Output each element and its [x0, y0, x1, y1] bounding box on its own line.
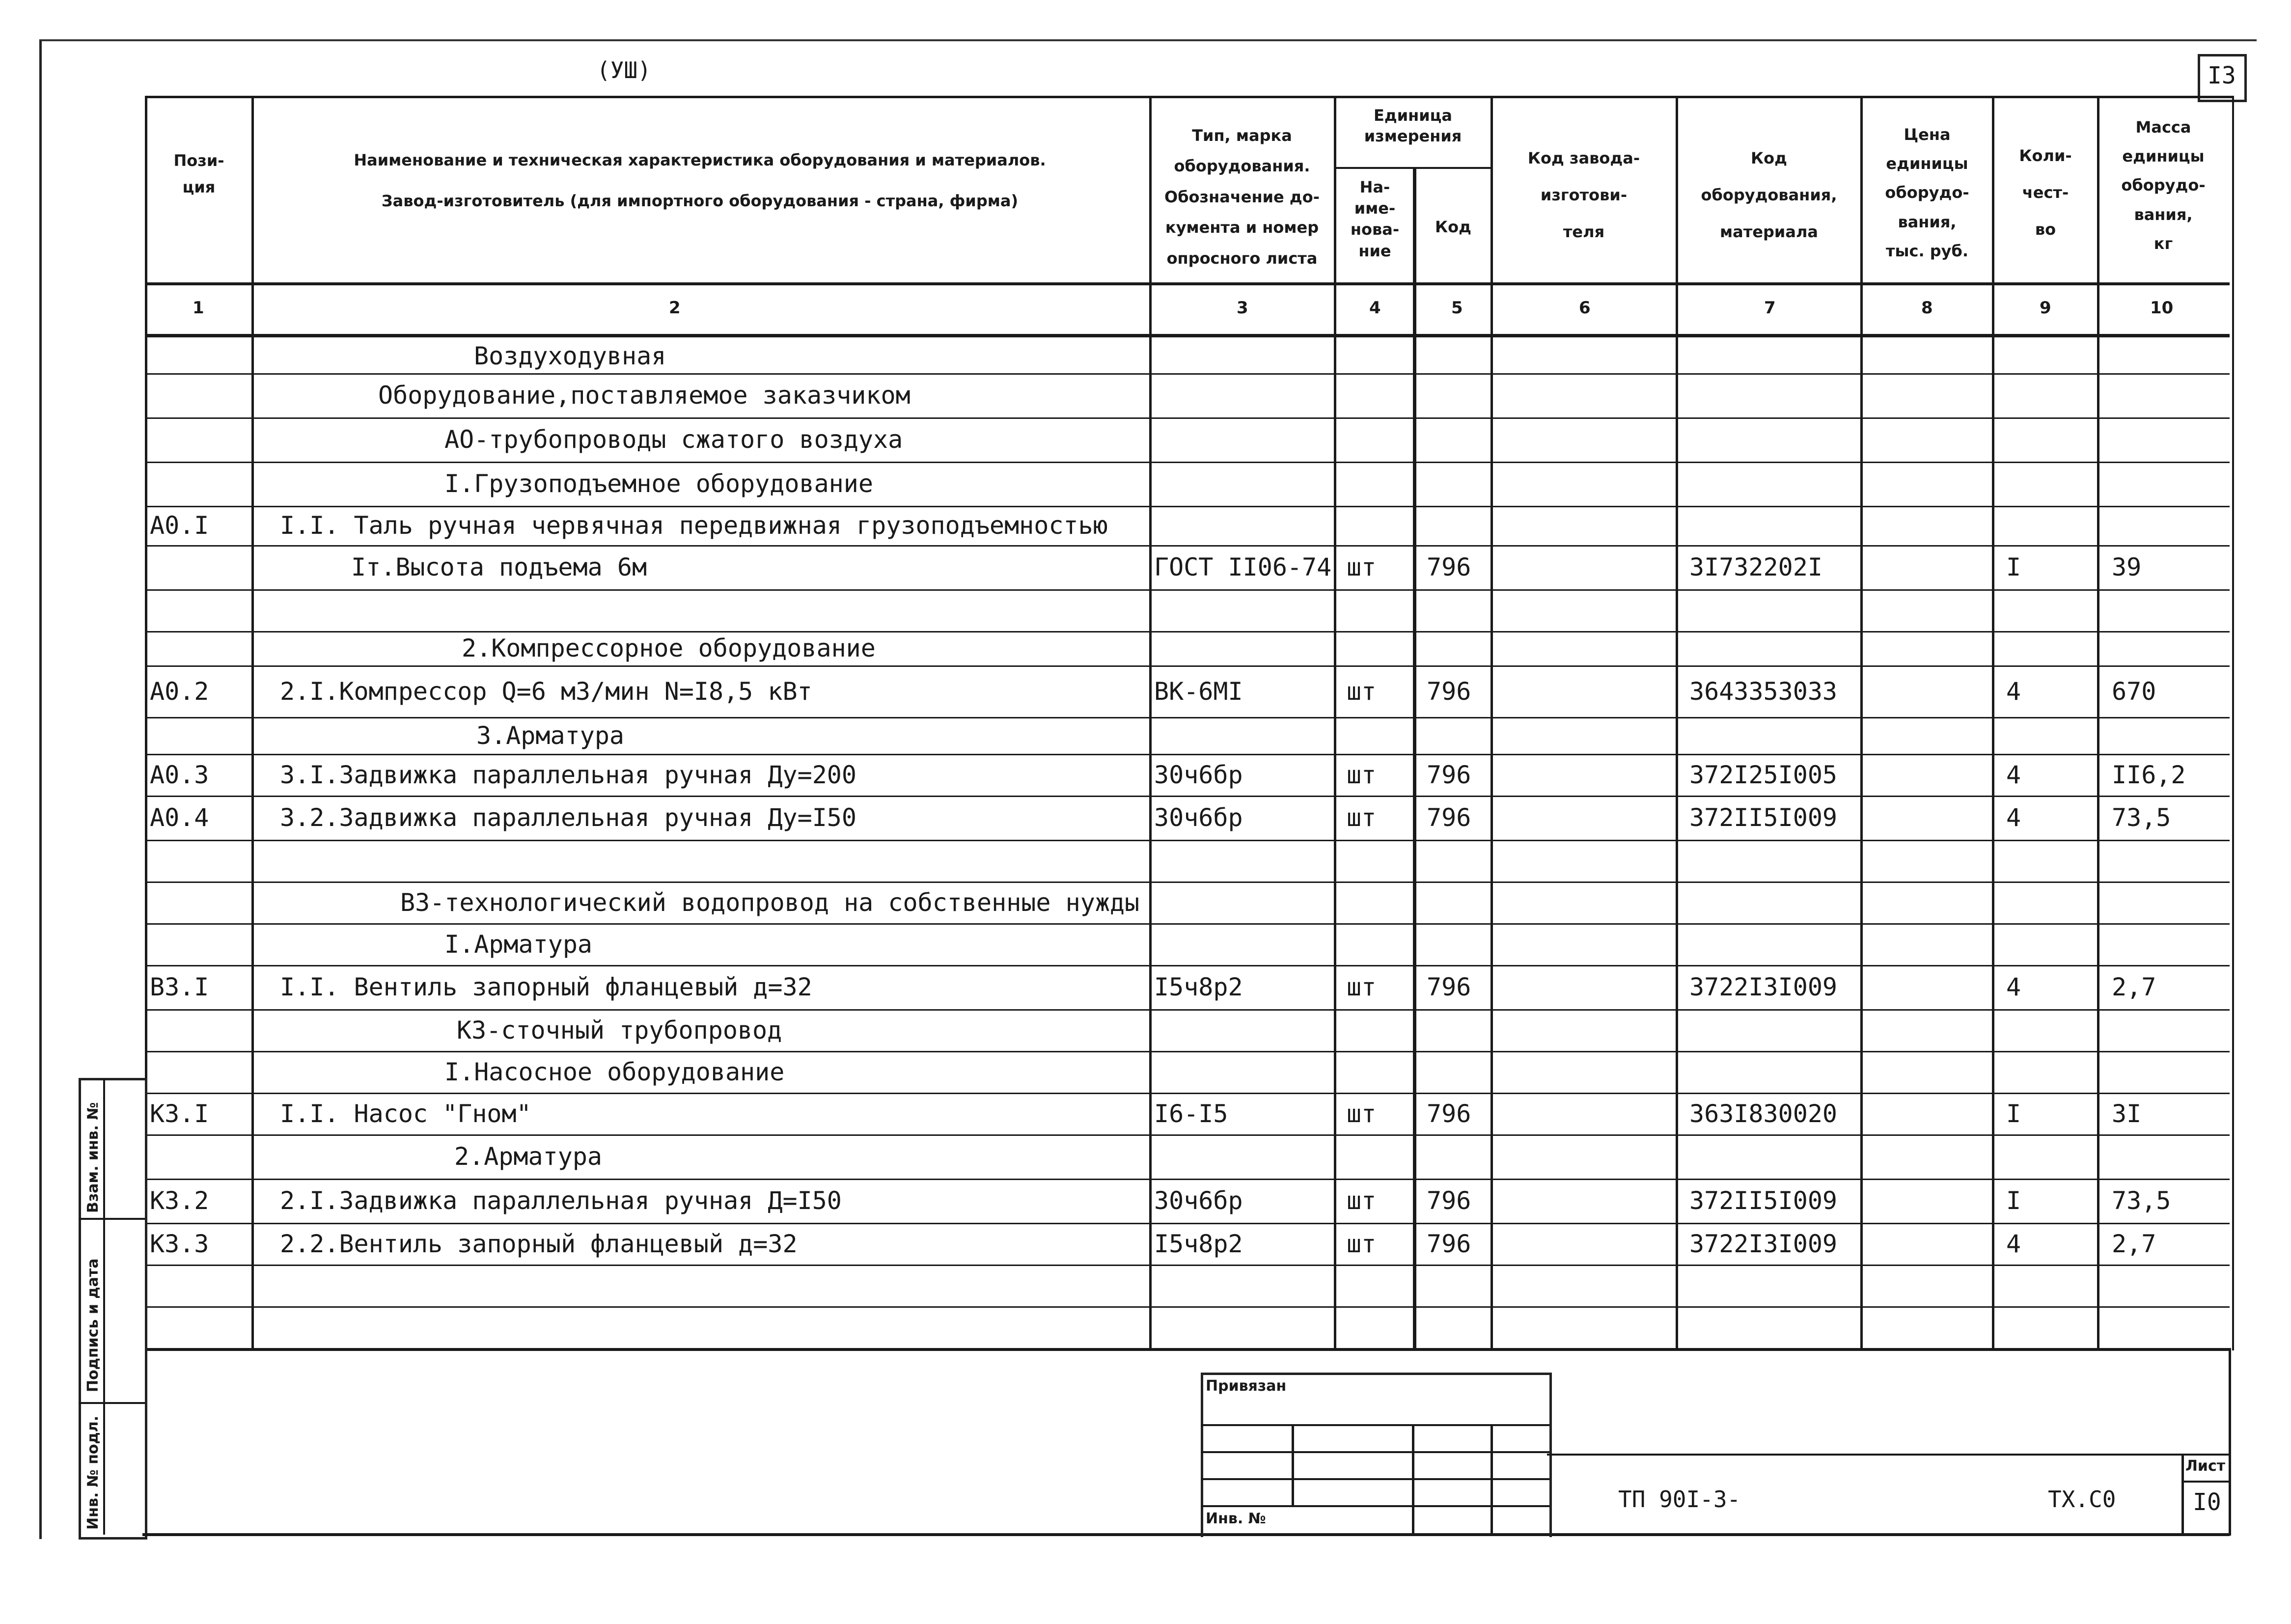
row-equipment-code: 3I732202I: [1689, 553, 1822, 581]
row-unit-code: 796: [1427, 803, 1471, 832]
frame-bottom-line: [142, 1533, 2230, 1536]
row-unit-code: 796: [1427, 677, 1471, 706]
row-divider: [145, 631, 2230, 633]
header-bottom-line: [145, 282, 2230, 285]
row-quantity: 4: [2006, 760, 2021, 789]
row-divider: [145, 881, 2230, 883]
stamp-line: [1201, 1505, 1549, 1507]
row-divider: [145, 1265, 2230, 1266]
numbers-bottom-line: [145, 334, 2230, 337]
row-type: ГОСТ II06-74: [1154, 553, 1332, 581]
row-type: I5ч8р2: [1154, 973, 1243, 1001]
row-divider: [145, 965, 2230, 966]
col-number: 3: [1237, 298, 1248, 318]
row-name: 2.I.Задвижка параллельная ручная Д=I50: [280, 1186, 842, 1215]
row-divider: [145, 545, 2230, 547]
stamp-inv-label: Инв. №: [1206, 1510, 1266, 1527]
row-divider: [145, 1134, 2230, 1136]
row-name: Воздуходувная: [474, 342, 666, 370]
row-quantity: 4: [2006, 803, 2021, 832]
col-divider: [1413, 167, 1416, 1350]
row-unit-code: 796: [1427, 973, 1471, 1001]
row-divider: [145, 754, 2230, 755]
row-name: I.I. Насос "Гном": [280, 1099, 531, 1128]
row-divider: [145, 1009, 2230, 1011]
row-name: I.Грузоподъемное оборудование: [444, 469, 873, 498]
row-mass: II6,2: [2112, 760, 2186, 789]
row-name: I.I. Вентиль запорный фланцевый д=32: [280, 973, 812, 1001]
col-number: 1: [193, 298, 204, 318]
header-plant-code: Код завода- изготови- теля: [1527, 149, 1640, 242]
side-divider: [79, 1218, 145, 1220]
row-equipment-code: 3722I3I009: [1689, 973, 1838, 1001]
header-price: Цена единицы оборудо- вания, тыс. руб.: [1885, 125, 1969, 260]
side-label-original-inv: Инв. № подл.: [84, 1415, 102, 1530]
side-label-signature: Подпись и дата: [84, 1258, 102, 1392]
doc-mark: ТХ.С0: [2048, 1486, 2116, 1513]
sheet-label: Лист: [2185, 1458, 2226, 1475]
row-divider: [145, 1179, 2230, 1180]
row-unit-code: 796: [1427, 553, 1471, 581]
row-position: К3.I: [150, 1099, 209, 1128]
row-equipment-code: 3722I3I009: [1689, 1229, 1838, 1258]
row-unit-code: 796: [1427, 760, 1471, 789]
row-divider: [145, 717, 2230, 718]
row-divider: [145, 1223, 2230, 1224]
side-divider: [103, 1078, 105, 1535]
row-type: I5ч8р2: [1154, 1229, 1243, 1258]
row-name: 3.I.Задвижка параллельная ручная Ду=200: [280, 760, 856, 789]
row-name: В3-технологический водопровод на собственные нужды: [400, 888, 1140, 917]
row-type: ВК-6МI: [1154, 677, 1243, 706]
row-name: 3.Арматура: [476, 721, 625, 750]
row-position: А0.4: [150, 803, 209, 832]
row-divider: [145, 506, 2230, 507]
row-name: 3.2.Задвижка параллельная ручная Ду=I50: [280, 803, 856, 832]
row-equipment-code: 3643353033: [1689, 677, 1838, 706]
row-unit-code: 796: [1427, 1099, 1471, 1128]
stamp-line: [1201, 1451, 1549, 1453]
row-divider: [145, 923, 2230, 925]
row-divider: [145, 1051, 2230, 1052]
sheet-box-divider: [2181, 1481, 2230, 1483]
row-type: 30ч6бр: [1154, 1186, 1243, 1215]
row-name: I.I. Таль ручная червячная передвижная грузоподъемностью: [280, 511, 1108, 540]
row-position: А0.2: [150, 677, 209, 706]
row-name: I.Арматура: [444, 930, 593, 959]
row-equipment-code: 372II5I009: [1689, 803, 1838, 832]
row-unit-code: 796: [1427, 1186, 1471, 1215]
row-position: В3.I: [150, 973, 209, 1001]
page-number: I3: [2208, 62, 2236, 89]
row-quantity: I: [2006, 1099, 2021, 1128]
row-divider: [145, 796, 2230, 797]
header-type: Тип, марка оборудования. Обозначение до- кумента и номер опросного листа: [1164, 126, 1320, 268]
sheet-box-divider: [2181, 1454, 2184, 1535]
col-number: 5: [1451, 298, 1463, 318]
frame-right-line: [2229, 1348, 2231, 1536]
row-position: А0.I: [150, 511, 209, 540]
col-number: 4: [1369, 298, 1381, 318]
row-name: 2.I.Компрессор Q=6 м3/мин N=I8,5 кВт: [280, 677, 812, 706]
col-number: 8: [1921, 298, 1933, 318]
row-unit-code: 796: [1427, 1229, 1471, 1258]
table-bottom-line: [145, 1348, 2230, 1351]
header-quantity: Коли- чест- во: [2019, 146, 2072, 239]
row-mass: 39: [2112, 553, 2142, 581]
row-mass: 73,5: [2112, 803, 2171, 832]
row-unit: шт: [1347, 760, 1377, 789]
stamp-line: [1491, 1424, 1493, 1535]
header-unit: Единица измерения: [1364, 106, 1462, 145]
header-position: Пози- ция: [173, 151, 224, 197]
row-mass: 670: [2112, 677, 2156, 706]
col-number: 2: [669, 298, 681, 318]
row-divider: [145, 1093, 2230, 1094]
stamp-line: [1201, 1424, 1549, 1426]
row-quantity: 4: [2006, 677, 2021, 706]
row-type: 30ч6бр: [1154, 760, 1243, 789]
row-unit: шт: [1347, 803, 1377, 832]
row-name: 2.Компрессорное оборудование: [462, 634, 876, 662]
row-mass: 73,5: [2112, 1186, 2171, 1215]
col-number: 9: [2040, 298, 2051, 318]
row-position: К3.2: [150, 1186, 209, 1215]
title-block-top: [1547, 1454, 2230, 1456]
side-label-replacement: Взам. инв. №: [84, 1102, 102, 1213]
col-number: 10: [2150, 298, 2174, 318]
row-quantity: I: [2006, 1186, 2021, 1215]
header-equipment-code: Код оборудования, материала: [1701, 149, 1837, 242]
row-divider: [145, 417, 2230, 419]
row-name: К3-сточный трубопровод: [457, 1016, 782, 1045]
row-unit: шт: [1347, 1186, 1377, 1215]
row-quantity: I: [2006, 553, 2021, 581]
row-divider: [145, 462, 2230, 463]
row-name: АО-трубопроводы сжатого воздуха: [444, 425, 903, 454]
header-name: Наименование и техническая характеристика оборудования и материалов. Завод-изготовитель (для импортного оборудования - страна, фирма): [354, 151, 1046, 211]
col-number: 7: [1764, 298, 1776, 318]
header-subdivider: [1334, 167, 1491, 169]
side-divider: [79, 1402, 145, 1404]
stamp-bound-label: Привязан: [1206, 1377, 1287, 1395]
row-divider: [145, 373, 2230, 375]
row-position: К3.3: [150, 1229, 209, 1258]
row-quantity: 4: [2006, 1229, 2021, 1258]
section-mark: (УШ): [597, 57, 651, 83]
row-divider: [145, 665, 2230, 667]
row-mass: 3I: [2112, 1099, 2142, 1128]
row-name: I.Насосное оборудование: [444, 1057, 785, 1086]
row-unit: шт: [1347, 1229, 1377, 1258]
row-divider: [145, 589, 2230, 591]
row-unit: шт: [1347, 553, 1377, 581]
row-mass: 2,7: [2112, 973, 2156, 1001]
row-quantity: 4: [2006, 973, 2021, 1001]
row-name: 2.Арматура: [454, 1142, 603, 1171]
header-unit-code: Код: [1435, 218, 1471, 236]
stamp-line: [1412, 1424, 1414, 1535]
row-divider: [145, 1306, 2230, 1308]
doc-code: ТП 90I-3-: [1618, 1486, 1741, 1513]
stamp-line: [1201, 1478, 1549, 1480]
row-name: Оборудование,поставляемое заказчиком: [378, 381, 911, 410]
col-number: 6: [1579, 298, 1591, 318]
header-mass: Масса единицы оборудо- вания, кг: [2121, 118, 2206, 253]
row-mass: 2,7: [2112, 1229, 2156, 1258]
sheet-number: I0: [2193, 1488, 2221, 1516]
row-unit: шт: [1347, 677, 1377, 706]
row-name: 2.2.Вентиль запорный фланцевый д=32: [280, 1229, 798, 1258]
row-position: А0.3: [150, 760, 209, 789]
row-type: 30ч6бр: [1154, 803, 1243, 832]
stamp-line: [1292, 1424, 1294, 1505]
row-unit: шт: [1347, 973, 1377, 1001]
header-unit-name: На- име- нова- ние: [1350, 178, 1400, 260]
row-unit: шт: [1347, 1099, 1377, 1128]
row-type: I6-I5: [1154, 1099, 1228, 1128]
row-name: Iт.Высота подъема 6м: [351, 553, 647, 581]
row-equipment-code: 372I25I005: [1689, 760, 1838, 789]
row-equipment-code: 372II5I009: [1689, 1186, 1838, 1215]
row-equipment-code: 363I830020: [1689, 1099, 1838, 1128]
row-divider: [145, 840, 2230, 841]
